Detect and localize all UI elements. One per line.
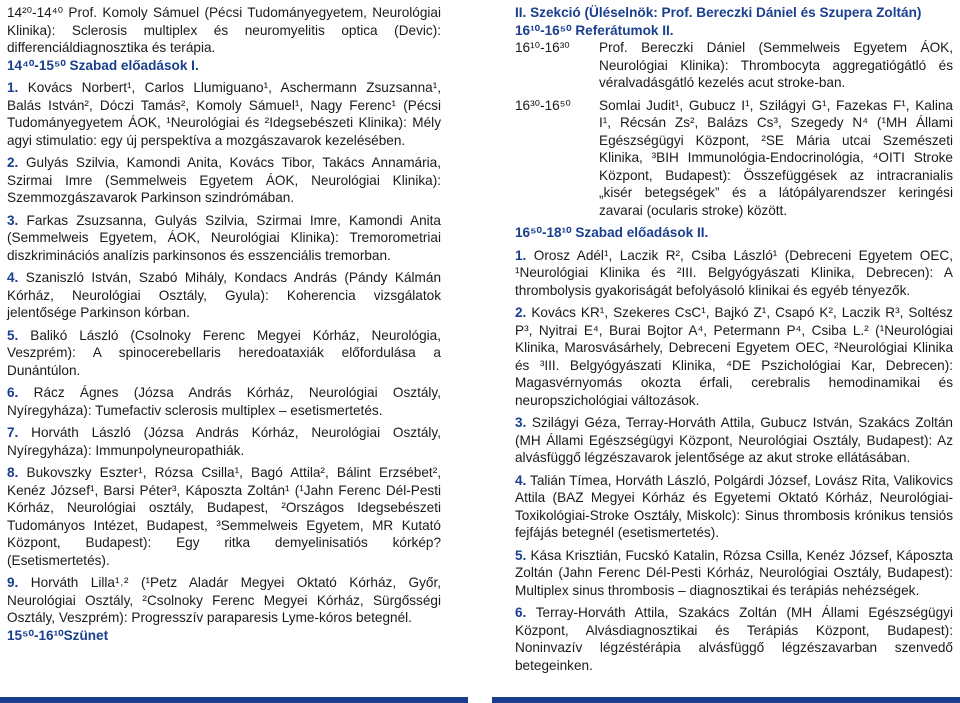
talk-item [515,414,953,467]
session-heading-2: 16⁵⁰-18¹⁰ Szabad előadások II. [515,225,709,240]
talk-text: Terray-Horváth Attila, Szakács Zoltán (MH Állami Egészségügyi Központ, Alvásdiagnosztikai és Terápiás Központ, Budapest): Noninvazív légzéstérápia alvásfüggő légzészavarban szenvedő betegeinken. [515,605,953,673]
talk-number: 1. [7,80,19,95]
section-heading: II. Szekció (Üléselnök: Prof. Bereczki Dániel és Szupera Zoltán) [515,5,922,20]
talk-item [7,327,441,380]
talk-text: Talián Tímea, Horváth László, Polgárdi József, Lovász Rita, Valikovics Attila (BAZ Megyei Kórház és Egyetemi Oktató Kórház, Neurológiai-Toxikológiai-Stroke Osztály, Miskolc): Sinus thrombosis krónikus tensiós fejfájás betegnél (esetismertetés). [515,472,954,540]
talk-item [7,384,441,419]
talk-text: Farkas Zsuzsanna, Gulyás Szilvia, Szirmai Imre, Kamondi Anita (Semmelweis Egyetem, ÁOK, Neurológiai Klinika): Tremorometriai diszkriminációs analízis parkinsonos és esszenciális tremorban. [7,212,441,263]
talk-number: 7. [7,425,19,440]
footer-bar-right [492,697,960,703]
talk-item [7,574,441,627]
intro-text: Prof. Komoly Sámuel (Pécsi Tudományegyetem, Neurológiai Klinika): Sclerosis multiplex és neuromyelitis optica (Devic): differenciáldiagnosztika és terápia. [7,5,442,55]
talk-item [7,154,441,207]
talk-item [515,247,953,300]
talk-number: 3. [7,212,19,228]
talk-number: 3. [515,415,527,430]
talk-number: 6. [515,605,527,620]
referat-text: Somlai Judit¹, Gubucz I¹, Szilágyi G¹, Fazekas F¹, Kalina I¹, Récsán Zs², Balázs Cs³, Szegedy N⁴ (¹MH Állami Egészségügyi Központ, ²SE Mária utcai Szemészeti Klinika, ³BIH Immunológia-Endocrinológia, ⁴OITI Stroke Központ, Budapest): Összefüggések az intracranialis „kisér betegségek” és a látópályarendszer keringési zavarai (ocularis stroke) között. [599,97,953,218]
talk-text: Szaniszló István, Szabó Mihály, Kondacs András (Pándy Kálmán Kórház, Neurológiai Osztály, Gyula): Koherencia vizsgálatok jelentősége Parkinson kórban. [7,270,441,320]
talk-number: 5. [7,327,19,343]
right-column [515,4,953,674]
talk-text: Rácz Ágnes (Józsa András Kórház, Neurológiai Osztály, Nyíregyháza): Tumefactiv sclerosis multiplex – esetismertetés. [7,385,441,418]
referat-time: 16³⁰-16⁵⁰ [515,97,571,113]
talk-text: Kovács Norbert¹, Carlos Llumiguano¹, Aschermann Zsuzsanna¹, Balás István², Dóczi Tamás², Komoly Sámuel¹, Nagy Ferenc¹ (Pécsi Tudományegyetem ÁOK, ¹Neurológiai és ²Idegsebészeti Klinika): Mély agyi stimulatio: egy új perspektíva a mozgászavarok kezelésében. [7,80,441,148]
talk-number: 1. [515,247,527,263]
talk-text: Horváth Lilla¹˒² (¹Petz Aladár Megyei Oktató Kórház, Győr, Neurológiai Osztály, ²Csolnoky Ferenc Megyei Kórház, Sürgősségi Osztály, Veszprém): Progresszív paraparesis Lyme-kóros betegnél. [7,575,442,625]
session-heading-1: 14⁴⁰-15⁵⁰ Szabad előadások I. [7,57,199,73]
footer-bar-left [0,697,468,703]
referat-item [515,39,953,92]
talk-number: 2. [7,155,19,170]
referat-heading: 16¹⁰-16⁵⁰ Referátumok II. [515,22,674,38]
talk-number: 5. [515,547,527,563]
talk-text: Kása Krisztián, Fucskó Katalin, Rózsa Csilla, Kenéz József, Káposzta Zoltán (Jahn Ferenc Dél-Pesti Kórház, Neurológiai Osztály, Budapest): Multiplex sinus thrombosis – diagnosztikai és terápiás nehézségek. [515,547,953,598]
talk-text: Orosz Adél¹, Laczik R², Csiba László¹ (Debreceni Egyetem OEC, ¹Neurológiai Klinika és ²III. Belgyógyászati Klinika, Debrecen): A thrombolysis gyakoriságát befolyásoló klinikai és egyéb tényezők. [515,247,953,298]
talk-number: 4. [7,270,19,285]
talk-item [515,304,953,409]
left-column [7,4,441,644]
talk-number: 9. [7,575,19,590]
talk-text: Bukovszky Eszter¹, Rózsa Csilla¹, Bagó Attila², Bálint Erzsébet², Kenéz József¹, Barsi Péter³, Káposzta Zoltán¹ (¹Jahn Ferenc Dél-Pesti Kórház, Neurológiai osztály, Budapest, ²Országos Idegsebészeti Tudományos Intézet, Budapest, ³Semmelweis Egyetem, MR Kutató Központ, Budapest): Egy ritka demyelinisatiós kórkép? (Esetismertetés). [7,465,442,568]
talk-number: 4. [515,472,527,488]
talk-item [515,604,953,674]
intro-time: 14²⁰-14⁴⁰ [7,5,64,20]
talk-text: Gulyás Szilvia, Kamondi Anita, Kovács Tibor, Takács Annamária, Szirmai Imre (Semmelweis Egyetem ÁOK, Neurológiai Klinika): Szemmozgászavarok Parkinson szindrómában. [7,155,441,205]
talk-item [7,212,441,265]
talk-item [7,424,441,459]
talk-number: 6. [7,385,19,400]
talk-item [515,547,953,600]
talk-item [7,464,441,569]
referat-text: Prof. Bereczki Dániel (Semmelweis Egyetem ÁOK, Neurológiai Klinika): Thrombocyta aggregatiógátló és véralvadásgátló kezelés acut stroke-ban. [599,40,953,90]
intro-lecture [7,4,441,57]
talk-number: 8. [7,465,19,480]
talk-text: Szilágyi Géza, Terray-Horváth Attila, Gubucz István, Szakács Zoltán (MH Állami Egészségügyi Központ, Neurológiai Osztály, Budapest): Az alvásfüggő légzészavarok jelentősége az akut stroke ellátásában. [515,415,953,465]
talk-text: Kovács KR¹, Szekeres CsC¹, Bajkó Z¹, Csapó K², Laczik R³, Soltész P³, Nyitrai E⁴, Burai Bojtor A⁴, Petermann P⁴, Csiba L.² (¹Neurológiai Klinika, Marosvásárhely, Debreceni Egyetem OEC, ²Neurológiai Klinika és ³III. Belgyógyászati Klinika, ⁴DE Pszichológiai Kar, Debrecen): Magasvérnyomás okozta érfali, cerebralis hemodinamikai és neuropszichológiai változások. [515,305,953,408]
talk-item [7,79,441,149]
talk-number: 2. [515,305,527,320]
talk-item [515,472,953,542]
referat-time: 16¹⁰-16³⁰ [515,40,570,55]
break-heading: 15⁵⁰-16¹⁰Szünet [7,627,109,643]
referat-item [515,97,953,220]
talk-text: Horváth László (Józsa András Kórház, Neurológiai Osztály, Nyíregyháza): Immunpolyneuropathiák. [7,425,441,458]
talk-text: Balikó László (Csolnoky Ferenc Megyei Kórház, Neurológia, Veszprém): A spinocerebellaris heredoataxiák előfordulása a Dunántúlon. [7,327,441,378]
talk-item [7,269,441,322]
